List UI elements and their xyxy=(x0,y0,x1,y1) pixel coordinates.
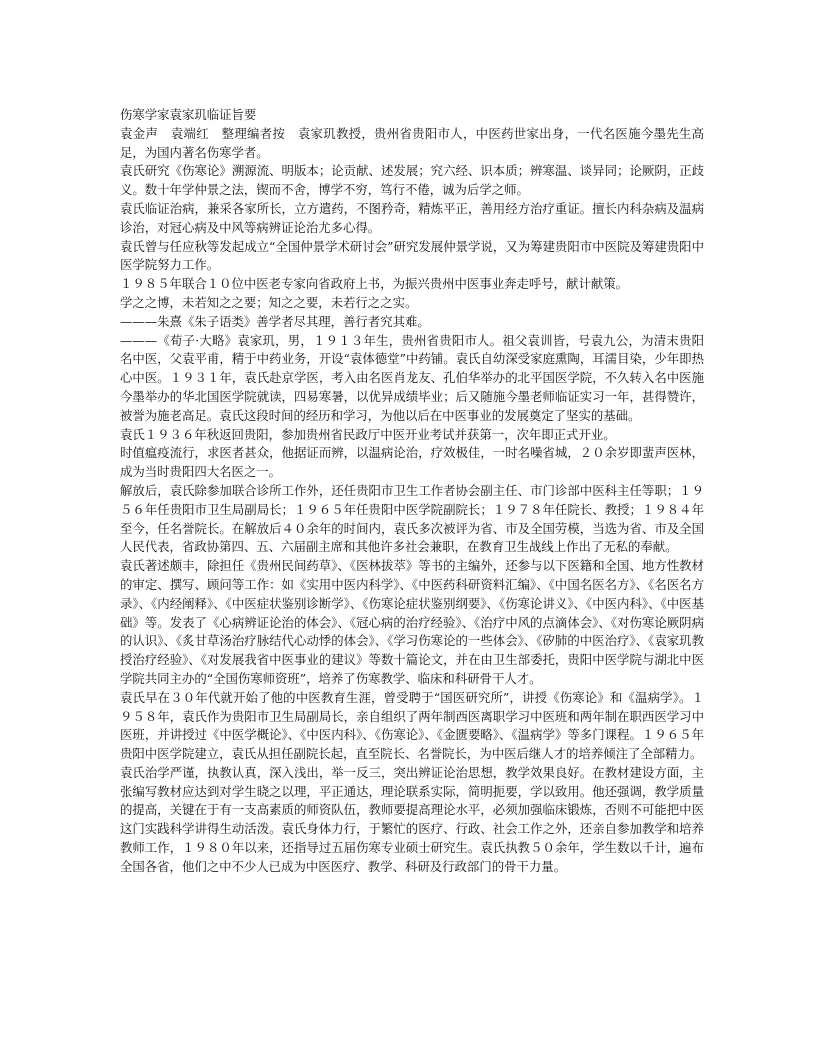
paragraph-shanghan-research: 袁氏研究《伤寒论》溯源流、明版本；论贡献、述发展；究六经、识本质；辨寒温、谈异同；论厥阴，正歧义。数十年学仲景之法，锲而不舍，博学不穷，笃行不倦，诚为后学之师。 xyxy=(120,163,704,198)
paragraph-symposium: 袁氏曾与任应秋等发起成立“全国仲景学术研讨会”研究发展仲景学说，又为筹建贵阳市中医院及筹建贵阳中医学院努力工作。 xyxy=(120,238,704,273)
paragraph-1985-petition: １９８５年联合１０位中医老专家向省政府上书，为振兴贵州中医事业奔走呼号，献计献策。 xyxy=(120,276,629,292)
document-title: 伤寒学家袁家玑临证旨要 xyxy=(120,107,257,122)
paragraph-biography: ———《荀子·大略》袁家玑，男，１９１３年生，贵州省贵阳市人。祖父袁训皆，号袁九公，为清末贵阳名中医，父袁平甫，精于中药业务，开设“袁体德堂”中药铺。袁氏自幼深受家庭熏陶，耳濡目染，少年即热心中医。１９３１年，袁氏赴京学医，考入由名医肖龙友、孔伯华举办的北平国医学院，不久转入名中医施今墨举办的华北国医学院就读，四易寒暑，以优异成绩毕业；后又随施今墨老师临证实习一年，甚得赞许，被誉为施老高足。袁氏这段时间的经历和学习，为他以后在中医事业的发展奠定了坚实的基础。 xyxy=(120,332,704,423)
paragraph-publications: 袁氏著述颇丰，除担任《贵州民间药草》、《医林拔萃》等书的主编外，还参与以下医籍和全国、地方性教材的审定、撰写、顾问等工作：如《实用中医内科学》、《中医药科研资料汇编》、《中国名医名方》、《名医名方录》、《内经阐释》、《中医症状鉴别诊断学》、《伤寒论症状鉴别纲要》、《伤寒论讲义》、《中医内科》、《中医基础》等。发表了《心病辨证论治的体会》、《冠心病的治疗经验》、《治疗中风的点滴体会》、《对伤寒论厥阴病的认识》、《炙甘草汤治疗脉结代心动悸的体会》、《学习伤寒论的一些体会》、《矽肺的中医治疗》、《袁家玑教授治疗经验》、《对发展我省中医事业的建议》等数十篇论文，并在由卫生部委托，贵阳中医学院与湖北中医学院共同主办的“全国伤寒师资班”，培养了伤寒教学、临床和科研骨干人才。 xyxy=(120,558,704,686)
document-body xyxy=(120,106,704,877)
paragraph-epidemic: 时值瘟疫流行，求医者甚众，他据证而辨，以温病论治，疗效极佳，一时名噪省城，２０余岁即蜚声医林，成为当时贵阳四大名医之一。 xyxy=(120,445,704,480)
paragraph-clinical-practice: 袁氏临证治病，兼采各家所长，立方遣药，不图矜奇，精炼平正，善用经方治疗重证。擅长内科杂病及温病诊治，对冠心病及中风等病辨证论治尤多心得。 xyxy=(120,200,704,235)
paragraph-zhuxi-citation: ———朱熹《朱子语类》善学者尽其理，善行者究其难。 xyxy=(120,313,430,329)
paragraph-1936-return: 袁氏１９３６年秋返回贵阳，参加贵州省民政厅中医开业考试并获第一，次年即正式开业。 xyxy=(120,426,616,442)
paragraph-post-liberation: 解放后，袁氏除参加联合诊所工作外，还任贵阳市卫生工作者协会副主任、市门诊部中医科主任等职；１９５６年任贵阳市卫生局副局长；１９６５年任贵阳中医学院副院长；１９７８年任院长、教授；１９８４年至今，任名誉院长。在解放后４０余年的时间内，袁氏多次被评为省、市及全国劳模，当选为省、市及全国人民代表，省政协第四、五、六届副主席和其他许多社会兼职，在教育卫生战线上作出了无私的奉献。 xyxy=(120,482,704,555)
paragraph-education-career: 袁氏早在３０年代就开始了他的中医教育生涯，曾受聘于“国医研究所”，讲授《伤寒论》和《温病学》。１９５８年，袁氏作为贵阳市卫生局副局长，亲自组织了两年制西医离职学习中医班和两年制在职西医学习中医班，并讲授过《中医学概论》、《中医内科》、《伤寒论》、《金匮要略》、《温病学》等多门课程。１９６５年贵阳中医学院建立，袁氏从担任副院长起，直至院长、名誉院长，为中医后继人才的培养倾注了全部精力。 xyxy=(120,689,704,762)
paragraph-quote: 学之之博，未若知之之要；知之之要，未若行之之实。 xyxy=(120,294,418,310)
paragraph-teaching-philosophy: 袁氏治学严谨，执教认真，深入浅出，举一反三，突出辨证论治思想，教学效果良好。在教材建设方面，主张编写教材应达到对学生晓之以理，平正通达，理论联系实际，简明扼要，学以致用。他还强调，教学质量的提高，关键在于有一支高素质的师资队伍，教师要提高理论水平，必须加强临床锻炼，否则不可能把中医这门实践科学讲得生动活泼。袁氏身体力行，于繁忙的医疗、行政、社会工作之外，还亲自参加教学和培养教师工作，１９８０年以来，还指导过五届伤寒专业硕士研究生。袁氏执教５０余年，学生数以千计，遍布全国各省，他们之中不少人已成为中医医疗、教学、科研及行政部门的骨干力量。 xyxy=(120,764,704,874)
paragraph-editor-note: 袁金声 袁端红 整理编者按 袁家玑教授，贵州省贵阳市人，中医药世家出身，一代名医施今墨先生高足，为国内著名伤寒学者。 xyxy=(120,125,704,160)
